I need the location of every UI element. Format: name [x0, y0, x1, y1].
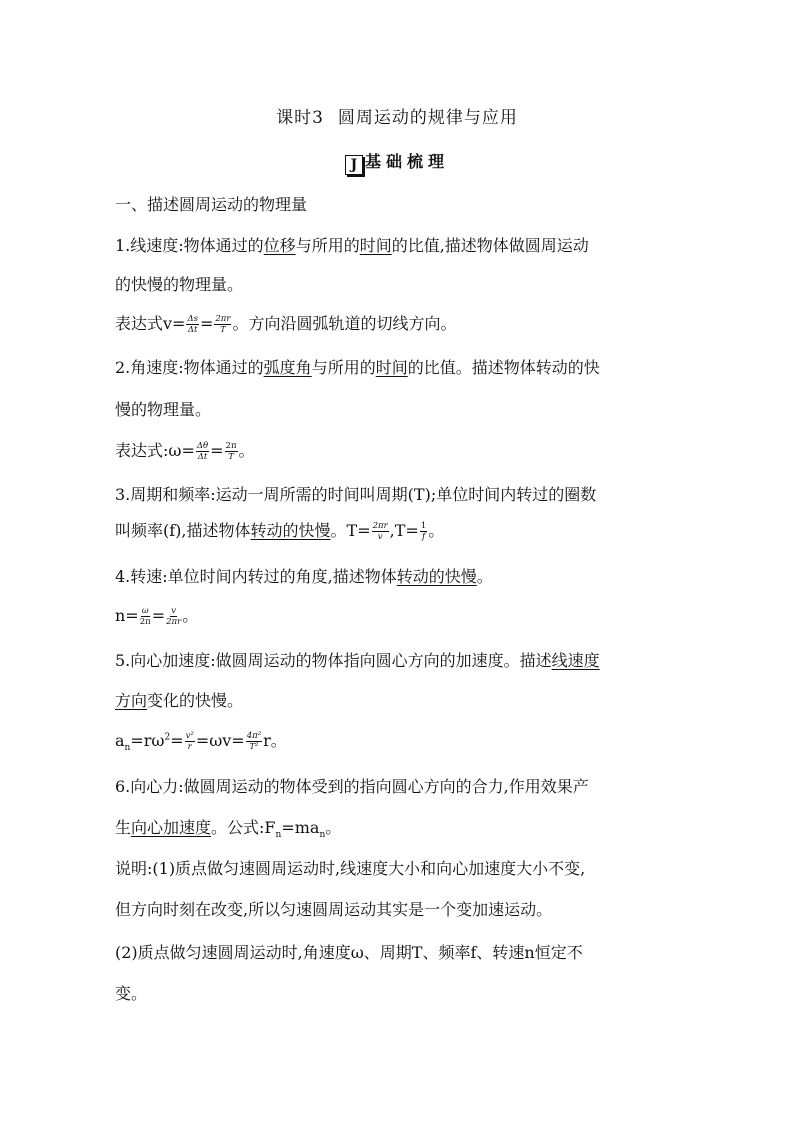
- linear-velocity-line2: 的快慢的物理量。: [115, 275, 244, 294]
- fraction: $\frac{\Delta s}{\Delta t}$: [187, 313, 198, 335]
- angular-velocity-formula: 表达式:ω= $\frac{\Delta\theta}{\Delta t}$ = $\frac{2\pi}{T}$ 。: [115, 440, 255, 462]
- page-title: [0, 103, 794, 128]
- fraction: $\frac{2\pi r}{v}$: [372, 520, 388, 542]
- linear-velocity-line1: 1.线速度:物体通过的位移与所用的时间的比值,描述物体做圆周运动: [115, 236, 589, 255]
- note-line2: 但方向时刻在改变,所以匀速圆周运动其实是一个变加速运动。: [115, 900, 553, 919]
- fraction: $\frac{1}{f}$: [420, 520, 427, 542]
- answer-rotation-speed: 转动的快慢: [396, 567, 477, 586]
- answer-radian-angle: 弧度角: [263, 358, 312, 377]
- answer-centripetal-acceleration: 向心加速度: [131, 818, 212, 837]
- period-frequency-line2: 叫频率(f),描述物体转动的快慢。T= $\frac{2\pi r}{v}$ ,T= $\frac{1}{f}$ 。: [115, 520, 445, 542]
- fraction: $\frac{2\pi r}{T}$: [215, 313, 231, 335]
- angular-velocity-line1: 2.角速度:物体通过的弧度角与所用的时间的比值。描述物体转动的快: [115, 358, 600, 377]
- answer-rotation-speed: 转动的快慢: [250, 521, 331, 540]
- answer-time: 时间: [359, 236, 392, 255]
- heading-physical-quantities: 一、描述圆周运动的物理量: [115, 195, 308, 214]
- fraction: $\frac{\Delta\theta}{\Delta t}$: [196, 440, 209, 462]
- note-line3: (2)质点做匀速圆周运动时,角速度ω、周期T、频率f、转速n恒定不: [115, 943, 583, 962]
- rotational-speed-formula: n= $\frac{\omega}{2\pi}$ = $\frac{v}{2\pi r}$ 。: [115, 605, 199, 627]
- rotational-speed-line1: 4.转速:单位时间内转过的角度,描述物体转动的快慢。: [115, 567, 493, 586]
- note-line4: 变。: [115, 984, 148, 1003]
- answer-time: 时间: [375, 358, 408, 377]
- lesson-topic: 圆周运动的规律与应用: [337, 108, 518, 128]
- lesson-number: 课时3: [276, 108, 324, 128]
- linear-velocity-formula: 表达式v= $\frac{\Delta s}{\Delta t}$ = $\frac{2\pi r}{T}$ 。方向沿圆弧轨道的切线方向。: [115, 313, 457, 335]
- fraction: $\frac{v}{2\pi r}$: [166, 605, 182, 627]
- section-header-text: 基础梳理: [364, 152, 449, 171]
- answer-linear-velocity: 线速度: [551, 651, 600, 670]
- fraction: $\frac{2\pi}{T}$: [225, 440, 237, 462]
- fraction: $\frac{\text{v²}}{r}$: [185, 730, 194, 752]
- centripetal-force-line1: 6.向心力:做圆周运动的物体受到的指向圆心方向的合力,作用效果产: [115, 777, 589, 796]
- j-badge-icon: J: [345, 155, 363, 175]
- fraction: $\frac{\text{4π²}}{\text{T²}}$: [246, 730, 262, 752]
- fraction: $\frac{\omega}{2\pi}$: [139, 605, 151, 627]
- angular-velocity-line2: 慢的物理量。: [115, 400, 212, 419]
- period-frequency-line1: 3.周期和频率:运动一周所需的时间叫周期(T);单位时间内转过的圈数: [115, 485, 597, 504]
- centripetal-accel-formula: $a_n=r\omega^2=$ $\frac{\text{v²}}{r}$ =ωv= $\frac{\text{4π²}}{\text{T²}}$ r。: [115, 730, 287, 754]
- answer-displacement: 位移: [263, 236, 296, 255]
- note-line1: 说明:(1)质点做匀速圆周运动时,线速度大小和向心加速度大小不变,: [115, 859, 586, 878]
- section-header: [0, 149, 794, 175]
- centripetal-accel-line2: 方向变化的快慢。: [115, 691, 244, 710]
- centripetal-accel-line1: 5.向心加速度:做圆周运动的物体指向圆心方向的加速度。描述线速度: [115, 651, 600, 670]
- answer-direction: 方向: [115, 691, 148, 710]
- centripetal-force-line2: 生向心加速度。公式$:F_n=ma_n$。: [115, 818, 342, 841]
